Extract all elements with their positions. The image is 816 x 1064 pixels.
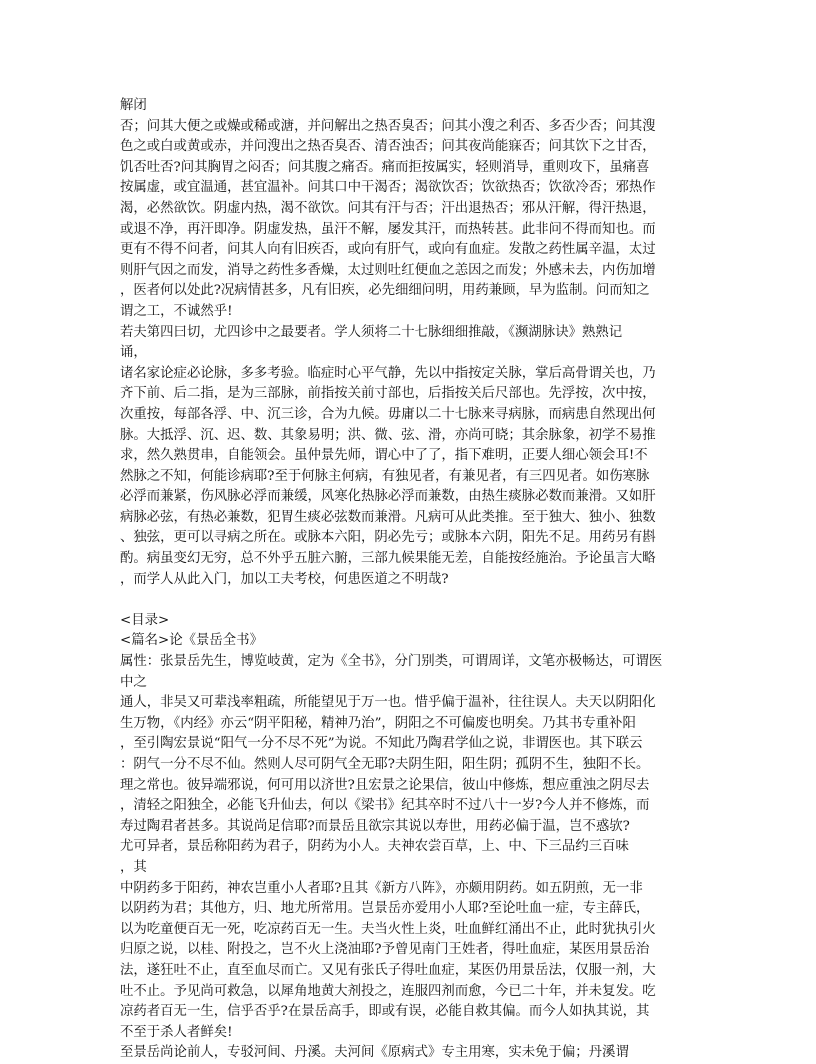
text-line: 中阴药多于阳药，神农岂重小人者耶?且其《新方八阵》，亦颇用阴药。如五阴煎，无一非 (120, 880, 643, 896)
text-line: 脉。大抵浮、沉、迟、数、其象易明；洪、微、弦、滑，亦尚可晓；其余脉象，初学不易推 (120, 427, 656, 443)
text-line: 、独弦，更可以寻病之所在。或脉本六阳，阴必先亏；或脉本六阴，阳先不足。用药另有斟 (120, 530, 656, 546)
chapter-title: <篇名>论《景岳全书》 (120, 633, 263, 649)
text-line: 属性：张景岳先生，博览岐黄，定为《全书》，分门别类，可谓周详，文笔亦极畅达，可谓医 (120, 654, 663, 670)
text-line: 酌。病虽变幻无穷，总不外乎五脏六腑，三部九候果能无差，自能按经施治。予论虽言大略 (120, 551, 656, 567)
text-line: ，而学人从此入门，加以工夫考校，何患医道之不明哉? (120, 571, 449, 587)
text-line: 寿过陶君者甚多。其说尚足信耶?而景岳且欲宗其说以寿世，用药必偏于温，岂不惑欤? (120, 818, 630, 834)
text-line: 齐下前、后二指，是为三部脉，前指按关前寸部也，后指按关后尺部也。先浮按，次中按， (120, 386, 656, 402)
text-line: 次重按，每部各浮、中、沉三诊，合为九候。毋庸以二十七脉来寻病脉，而病患自然现出何 (120, 406, 656, 422)
text-line: 凉药者百无一生，信乎否乎?在景岳高手，即或有误，必能自救其偏。而今人如执其说，其 (120, 1004, 650, 1020)
text-line: 必浮而兼紧，伤风脉必浮而兼缓，风寒化热脉必浮而兼数，由热生痰脉必数而兼滑。又如肝 (120, 489, 656, 505)
section-body-diagnosis (120, 117, 692, 591)
text-line: 至景岳尚论前人，专驳河间、丹溪。夫河间《原病式》专主用寒，实未免于偏；丹溪谓 (120, 1045, 629, 1061)
text-line: 生万物，《内经》亦云“阴平阳秘，精神乃治”，阴阳之不可偏废也明矣。乃其书专重补阳 (120, 715, 636, 731)
section-heading: 解闭 (120, 98, 147, 113)
text-line: ，清轻之阳独全，必能飞升仙去，何以《梁书》纪其卒时不过八十一岁?今人并不修炼，而 (120, 798, 650, 814)
text-line: 或退不净，再汗即净。阴虚发热，虽汗不解，屡发其汗，而热转甚。此非问不得而知也。而 (120, 221, 656, 237)
text-line: 诸名家论症必论脉，多多考验。临症时心平气静，先以中指按定关脉，掌后高骨谓关也，乃 (120, 365, 656, 381)
text-line: 通人，非吴又可辈浅率粗疏，所能望见于万一也。惜乎偏于温补，往往误人。夫天以阴阳化 (120, 695, 656, 711)
text-line: 按属虚，或宜温通，甚宜温补。问其口中干渴否；渴欲饮否；饮欲热否；饮欲冷否；邪热作 (120, 180, 656, 196)
text-line: 理之常也。彼异端邪说，何可用以济世?且宏景之论果信，彼山中修炼，想应重浊之阴尽去 (120, 777, 650, 793)
text-line: 以为吃童便百无一死，吃凉药百无一生。夫当火性上炎，吐血鲜红涌出不止，此时犹执引火 (120, 921, 656, 937)
toc-heading: <目录> (120, 612, 170, 628)
text-line: 尤可异者，景岳称阳药为君子，阴药为小人。夫神农尝百草，上、中、下三品约三百味 (120, 839, 629, 855)
text-line: 色之或白或黄或赤，并问溲出之热否臭否、清否浊否；问其夜尚能寐否；问其饮下之甘否， (120, 139, 656, 155)
text-line: 若夫第四曰切，尤四诊中之最要者。学人须将二十七脉细细推敲，《濒湖脉诀》熟熟记 (120, 324, 623, 340)
text-line: ，至引陶宏景说“阳气一分不尽不死”为说。不知此乃陶君学仙之说，非谓医也。其下联云 (120, 736, 643, 752)
text-line: 则肝气因之而发，消导之药性多香燥，太过则吐红便血之恙因之而发；外感未去，内伤加增 (120, 262, 656, 278)
text-line: 否；问其大便之或燥或稀或溏，并问解出之热否臭否；问其小溲之利否、多否少否；问其溲 (120, 118, 656, 134)
text-line: ：阴气一分不尽不仙。然则人尽可阴气全无耶?夫阴生阳，阳生阴；孤阴不生，独阳不长。 (120, 757, 650, 772)
text-line: 病脉必弦，有热必兼数，犯胃生痰必弦数而兼滑。凡病可从此类推。至于独大、独小、独数 (120, 509, 656, 525)
text-line: 然脉之不知，何能诊病耶?至于何脉主何病，有独见者，有兼见者，有三四见者。如伤寒脉 (120, 468, 650, 484)
document-page (120, 96, 692, 1064)
text-line: 不至于杀人者鲜矣! (120, 1024, 233, 1040)
paragraph-gap (120, 590, 692, 611)
text-line: 饥否吐否?问其胸胃之闷否；问其腹之痛否。痛而拒按属实，轻则消导，重则攻下，虽痛喜 (120, 159, 650, 175)
text-line: 以阴药为君；其他方，归、地尤所常用。岂景岳亦爱用小人耶?至论吐血一症，专主薛氏， (120, 901, 650, 917)
text-line: 归原之说，以桂、附投之，岂不火上浇油耶?予曾见南门王姓者，得吐血症，某医用景岳治 (120, 942, 650, 958)
text-line: 渴，必然欲饮。阴虚内热，渴不欲饮。问其有汗与否；汗出退热否；邪从汗解，得汗热退， (120, 200, 656, 216)
text-line: 更有不得不问者，问其人向有旧疾否，或向有肝气，或向有血症。发散之药性属辛温，太过 (120, 242, 656, 258)
text-line: ，医者何以处此?况病情甚多，凡有旧疾，必先细细问明，用药兼顾，早为监制。问而知之 (120, 283, 650, 299)
text-line: 吐不止。予见尚可救急，以犀角地黄大剂投之，连服四剂而愈，今已二十年，并未复发。吃 (120, 983, 656, 999)
text-line: 谓之工，不诚然乎! (120, 303, 233, 319)
text-line: 法，遂狂吐不止，直至血尽而亡。又见有张氏子得吐血症，某医仍用景岳法，仅服一剂，大 (120, 962, 656, 978)
section-body-jingyue (120, 652, 692, 1064)
text-line: 中之 (120, 674, 147, 690)
text-line: ，其 (120, 859, 147, 875)
text-line: 求，然久熟贯串，自能领会。虽仲景先师，谓心中了了，指下难明，正要人细心领会耳!不 (120, 448, 648, 464)
text-line: 诵， (120, 345, 147, 361)
